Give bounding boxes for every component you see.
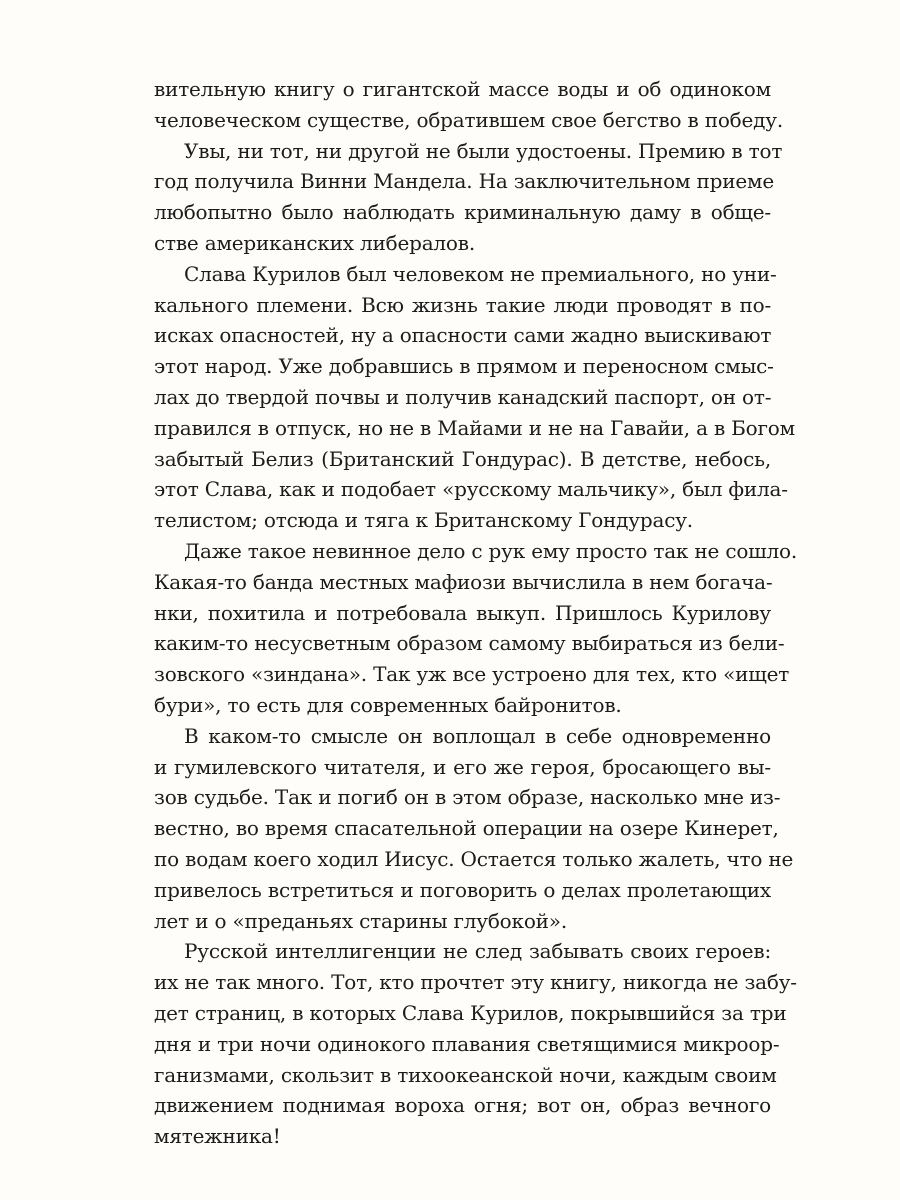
text-line: зов судьбе. Так и погиб он в этом образе, насколько мне из- (154, 785, 781, 810)
paragraph-2 (154, 136, 783, 259)
text-line: забытый Белиз (Британский Гондурас). В детстве, небось, (154, 446, 771, 471)
text-line: дня и три ночи одинокого плавания светящимися микроор- (154, 1031, 780, 1056)
paragraph-4 (154, 536, 798, 721)
text-line: нки, похитила и потребовала выкуп. Пришлось Курилову (154, 600, 771, 625)
paragraph-5 (154, 721, 794, 937)
text-line: мятежника! (154, 1124, 281, 1149)
text-line: и гумилевского читателя, и его же героя, бросающего вы- (154, 754, 771, 779)
text-line: Слава Курилов был человеком не премиального, но уни- (184, 261, 777, 286)
text-line: по водам коего ходил Иисус. Остается только жалеть, что не (154, 846, 794, 871)
text-line: кального племени. Всю жизнь такие люди проводят в по- (154, 292, 771, 317)
text-line: зовского «зиндана». Так уж все устроено для тех, кто «ищет (154, 662, 790, 687)
text-line: вестно, во время спасательной операции на озере Кинерет, (154, 816, 779, 841)
text-line: лет и о «преданьях старины глубокой». (154, 908, 567, 933)
text-line: ганизмами, скользит в тихоокеанской ночи, каждым своим (154, 1062, 777, 1087)
text-line: правился в отпуск, но не в Майами и не на Гавайи, а в Богом (154, 415, 795, 440)
text-line: бури», то есть для современных байронитов. (154, 692, 622, 717)
text-line: Какая-то банда местных мафиози вычислила в нем богача- (154, 569, 773, 594)
text-line: дет страниц, в которых Слава Курилов, покрывшийся за три (154, 1000, 787, 1025)
paragraph-6 (154, 936, 797, 1152)
text-line: привелось встретиться и поговорить о делах пролетающих (154, 877, 771, 902)
text-line: год получила Винни Мандела. На заключительном приеме (154, 169, 774, 194)
text-line: телистом; отсюда и тяга к Британскому Гондурасу. (154, 508, 693, 533)
text-line: их не так много. Тот, кто прочтет эту книгу, никогда не забу- (154, 970, 797, 995)
text-line: этот Слава, как и подобает «русскому мальчику», был фила- (154, 477, 788, 502)
text-line: любопытно было наблюдать криминальную даму в обще- (154, 200, 771, 225)
paragraph-3 (154, 259, 795, 536)
text-line: человеческом существе, обратившем свое бегство в победу. (154, 107, 783, 132)
text-line: Увы, ни тот, ни другой не были удостоены. Премию в тот (184, 138, 783, 163)
paragraph-1 (154, 74, 783, 136)
text-line: вительную книгу о гигантской массе воды и об одиноком (154, 77, 771, 101)
text-line: исках опасностей, ну а опасности сами жадно выискивают (154, 323, 772, 348)
text-line: каким-то несусветным образом самому выбираться из бели- (154, 631, 785, 656)
body-text (154, 74, 798, 1152)
text-line: лах до твердой почвы и получив канадский паспорт, он от- (154, 384, 772, 409)
text-line: Русской интеллигенции не след забывать своих героев: (184, 939, 771, 964)
text-line: В каком-то смысле он воплощал в себе одновременно (184, 723, 771, 748)
text-line: этот народ. Уже добравшись в прямом и переносном смыс- (154, 354, 774, 379)
text-line: Даже такое невинное дело с рук ему просто так не сошло. (184, 538, 798, 563)
text-line: движением поднимая вороха огня; вот он, образ вечного (154, 1093, 771, 1118)
text-line: стве американских либералов. (154, 230, 475, 255)
